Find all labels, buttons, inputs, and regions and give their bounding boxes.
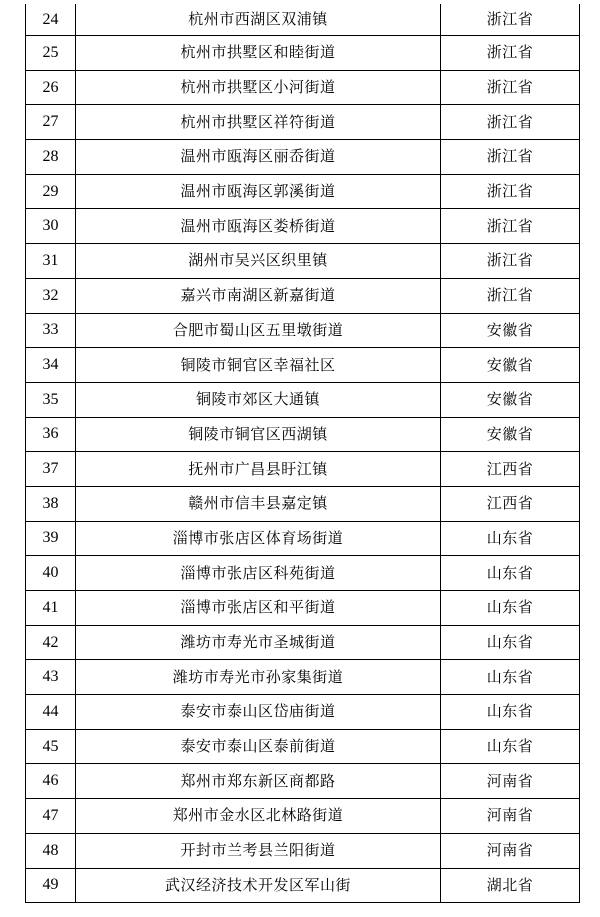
province-cell: 江西省 bbox=[441, 452, 580, 487]
table-row bbox=[26, 4, 580, 36]
row-number-cell: 24 bbox=[26, 4, 76, 36]
table-row bbox=[26, 278, 580, 313]
table-row bbox=[26, 36, 580, 71]
row-number-cell: 34 bbox=[26, 348, 76, 383]
row-number-cell: 36 bbox=[26, 417, 76, 452]
place-name-cell: 开封市兰考县兰阳街道 bbox=[76, 833, 441, 868]
province-cell: 浙江省 bbox=[441, 278, 580, 313]
row-number-cell: 28 bbox=[26, 140, 76, 175]
province-cell: 浙江省 bbox=[441, 209, 580, 244]
province-cell: 山东省 bbox=[441, 556, 580, 591]
row-number-cell: 40 bbox=[26, 556, 76, 591]
place-name-cell: 泰安市泰山区岱庙街道 bbox=[76, 695, 441, 730]
province-cell: 江西省 bbox=[441, 486, 580, 521]
place-name-cell: 合肥市蜀山区五里墩街道 bbox=[76, 313, 441, 348]
place-name-cell: 铜陵市铜官区西湖镇 bbox=[76, 417, 441, 452]
province-cell: 安徽省 bbox=[441, 417, 580, 452]
place-name-cell: 铜陵市铜官区幸福社区 bbox=[76, 348, 441, 383]
row-number-cell: 43 bbox=[26, 660, 76, 695]
table-row bbox=[26, 382, 580, 417]
document-table-container bbox=[25, 4, 578, 903]
table-row bbox=[26, 452, 580, 487]
table-row bbox=[26, 625, 580, 660]
province-cell: 山东省 bbox=[441, 625, 580, 660]
place-name-cell: 杭州市拱墅区祥符街道 bbox=[76, 105, 441, 140]
row-number-cell: 33 bbox=[26, 313, 76, 348]
table-row bbox=[26, 244, 580, 279]
place-name-cell: 温州市瓯海区丽岙街道 bbox=[76, 140, 441, 175]
table-row bbox=[26, 764, 580, 799]
table-row bbox=[26, 521, 580, 556]
province-cell: 湖北省 bbox=[441, 868, 580, 903]
province-cell: 浙江省 bbox=[441, 140, 580, 175]
place-name-cell: 武汉经济技术开发区军山街 bbox=[76, 868, 441, 903]
row-number-cell: 37 bbox=[26, 452, 76, 487]
place-name-cell: 铜陵市郊区大通镇 bbox=[76, 382, 441, 417]
table-row bbox=[26, 417, 580, 452]
place-name-cell: 潍坊市寿光市孙家集街道 bbox=[76, 660, 441, 695]
table-row bbox=[26, 799, 580, 834]
province-cell: 山东省 bbox=[441, 521, 580, 556]
place-name-cell: 温州市瓯海区郭溪街道 bbox=[76, 174, 441, 209]
row-number-cell: 42 bbox=[26, 625, 76, 660]
place-name-cell: 泰安市泰山区泰前街道 bbox=[76, 729, 441, 764]
province-cell: 安徽省 bbox=[441, 348, 580, 383]
row-number-cell: 39 bbox=[26, 521, 76, 556]
table-row bbox=[26, 556, 580, 591]
province-cell: 河南省 bbox=[441, 799, 580, 834]
row-number-cell: 38 bbox=[26, 486, 76, 521]
table-body bbox=[26, 4, 580, 903]
table-row bbox=[26, 833, 580, 868]
row-number-cell: 47 bbox=[26, 799, 76, 834]
table-row bbox=[26, 174, 580, 209]
province-cell: 山东省 bbox=[441, 660, 580, 695]
place-name-cell: 赣州市信丰县嘉定镇 bbox=[76, 486, 441, 521]
table-row bbox=[26, 591, 580, 626]
province-cell: 浙江省 bbox=[441, 244, 580, 279]
province-cell: 浙江省 bbox=[441, 174, 580, 209]
province-cell: 安徽省 bbox=[441, 313, 580, 348]
table-row bbox=[26, 313, 580, 348]
town-list-table bbox=[25, 4, 580, 903]
province-cell: 浙江省 bbox=[441, 70, 580, 105]
row-number-cell: 25 bbox=[26, 36, 76, 71]
province-cell: 浙江省 bbox=[441, 105, 580, 140]
place-name-cell: 温州市瓯海区娄桥街道 bbox=[76, 209, 441, 244]
place-name-cell: 淄博市张店区科苑街道 bbox=[76, 556, 441, 591]
place-name-cell: 杭州市西湖区双浦镇 bbox=[76, 4, 441, 36]
row-number-cell: 31 bbox=[26, 244, 76, 279]
row-number-cell: 45 bbox=[26, 729, 76, 764]
table-row bbox=[26, 348, 580, 383]
place-name-cell: 淄博市张店区体育场街道 bbox=[76, 521, 441, 556]
row-number-cell: 35 bbox=[26, 382, 76, 417]
table-row bbox=[26, 695, 580, 730]
place-name-cell: 郑州市郑东新区商都路 bbox=[76, 764, 441, 799]
table-row bbox=[26, 105, 580, 140]
province-cell: 山东省 bbox=[441, 591, 580, 626]
province-cell: 浙江省 bbox=[441, 36, 580, 71]
place-name-cell: 湖州市吴兴区织里镇 bbox=[76, 244, 441, 279]
row-number-cell: 49 bbox=[26, 868, 76, 903]
province-cell: 浙江省 bbox=[441, 4, 580, 36]
row-number-cell: 29 bbox=[26, 174, 76, 209]
row-number-cell: 48 bbox=[26, 833, 76, 868]
province-cell: 安徽省 bbox=[441, 382, 580, 417]
province-cell: 河南省 bbox=[441, 833, 580, 868]
place-name-cell: 杭州市拱墅区小河街道 bbox=[76, 70, 441, 105]
table-row bbox=[26, 660, 580, 695]
table-row bbox=[26, 70, 580, 105]
row-number-cell: 27 bbox=[26, 105, 76, 140]
row-number-cell: 26 bbox=[26, 70, 76, 105]
place-name-cell: 嘉兴市南湖区新嘉街道 bbox=[76, 278, 441, 313]
place-name-cell: 郑州市金水区北林路街道 bbox=[76, 799, 441, 834]
place-name-cell: 抚州市广昌县盱江镇 bbox=[76, 452, 441, 487]
table-row bbox=[26, 140, 580, 175]
place-name-cell: 淄博市张店区和平街道 bbox=[76, 591, 441, 626]
province-cell: 山东省 bbox=[441, 695, 580, 730]
place-name-cell: 潍坊市寿光市圣城街道 bbox=[76, 625, 441, 660]
province-cell: 山东省 bbox=[441, 729, 580, 764]
row-number-cell: 41 bbox=[26, 591, 76, 626]
table-row bbox=[26, 209, 580, 244]
row-number-cell: 44 bbox=[26, 695, 76, 730]
row-number-cell: 46 bbox=[26, 764, 76, 799]
table-row bbox=[26, 868, 580, 903]
row-number-cell: 30 bbox=[26, 209, 76, 244]
table-row bbox=[26, 729, 580, 764]
province-cell: 河南省 bbox=[441, 764, 580, 799]
row-number-cell: 32 bbox=[26, 278, 76, 313]
table-row bbox=[26, 486, 580, 521]
place-name-cell: 杭州市拱墅区和睦街道 bbox=[76, 36, 441, 71]
